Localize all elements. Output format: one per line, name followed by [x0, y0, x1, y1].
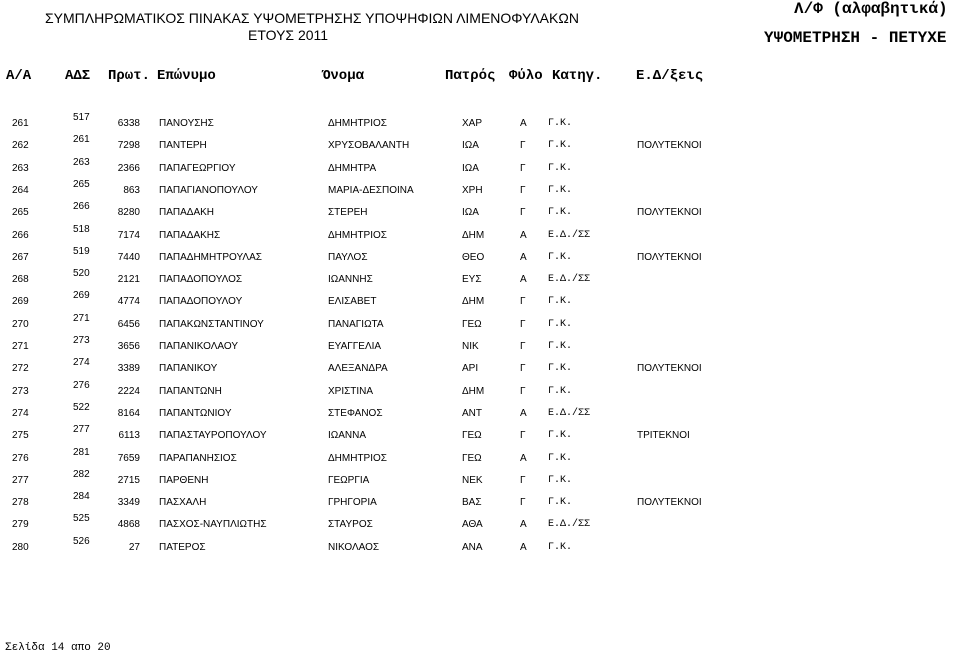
- cell-gender: Α: [520, 251, 527, 263]
- cell-name: ΕΥΑΓΓΕΛΙΑ: [328, 341, 382, 352]
- cell-ads: 263: [73, 156, 90, 168]
- cell-prot: 863: [123, 184, 140, 196]
- cell-surname: ΠΑΡΑΠΑΝΗΣΙΟΣ: [159, 452, 237, 464]
- cell-aa: 263: [12, 162, 29, 174]
- cell-gender: Γ: [520, 363, 526, 375]
- cell-ads: 517: [73, 112, 90, 123]
- cell-category: Γ.Κ.: [548, 296, 573, 308]
- cell-name: ΜΑΡΙΑ-ΔΕΣΠΟΙΝΑ: [328, 184, 414, 196]
- cell-ads: 284: [73, 491, 90, 503]
- cell-name: ΣΤΑΥΡΟΣ: [328, 519, 373, 531]
- cell-ed: ΠΟΛΥΤΕΚΝΟΙ: [637, 140, 702, 152]
- cell-prot: 4774: [117, 296, 140, 308]
- cell-surname: ΠΑΝΟΥΣΗΣ: [159, 118, 214, 129]
- table-row: [0, 224, 960, 246]
- cell-ads: 522: [73, 401, 90, 413]
- col-header-category: Κατηγ.: [552, 68, 603, 84]
- cell-name: ΕΛΙΣΑΒΕΤ: [328, 296, 377, 308]
- cell-prot: 3656: [117, 341, 140, 352]
- cell-category: Γ.Κ.: [548, 184, 573, 196]
- cell-prot: 2715: [117, 474, 140, 486]
- cell-ads: 273: [73, 335, 90, 346]
- col-header-father: Πατρός: [445, 68, 496, 84]
- cell-category: Ε.Δ./ΣΣ: [548, 274, 591, 286]
- cell-father: ΔΗΜ: [462, 296, 485, 308]
- cell-ed: ΠΟΛΥΤΕΚΝΟΙ: [637, 363, 702, 375]
- cell-category: Γ.Κ.: [548, 162, 573, 174]
- cell-surname: ΠΑΠΑΝΤΩΝΗ: [159, 385, 222, 397]
- cell-prot: 7659: [117, 452, 140, 464]
- cell-aa: 279: [12, 519, 29, 531]
- cell-category: Γ.Κ.: [548, 118, 573, 129]
- cell-father: ΙΩΑ: [462, 140, 479, 152]
- cell-father: ΑΝΤ: [462, 407, 482, 419]
- table-row: [0, 134, 960, 156]
- table-row: [0, 335, 960, 357]
- cell-father: ΑΘΑ: [462, 519, 483, 531]
- cell-name: ΠΑΥΛΟΣ: [328, 251, 368, 263]
- cell-father: ΘΕΟ: [462, 251, 485, 263]
- cell-ads: 261: [73, 134, 90, 146]
- cell-ads: 277: [73, 424, 90, 436]
- cell-ed: ΠΟΛΥΤΕΚΝΟΙ: [637, 251, 702, 263]
- cell-ads: 520: [73, 268, 90, 280]
- cell-aa: 264: [12, 184, 29, 196]
- cell-gender: Α: [520, 118, 527, 129]
- cell-category: Γ.Κ.: [548, 318, 573, 330]
- cell-aa: 266: [12, 229, 29, 241]
- document-year: ΕΤΟΥΣ 2011: [248, 27, 329, 43]
- table-row: [0, 157, 960, 179]
- cell-name: ΠΑΝΑΓΙΩΤΑ: [328, 318, 384, 330]
- table-row: [0, 179, 960, 201]
- cell-father: ΓΕΩ: [462, 452, 482, 464]
- table-row: [0, 513, 960, 535]
- cell-prot: 8164: [117, 407, 140, 419]
- cell-name: ΧΡΥΣΟΒΑΛΑΝΤΗ: [328, 140, 410, 152]
- cell-prot: 7174: [117, 229, 140, 241]
- cell-surname: ΠΑΠΑΝΙΚΟΛΑΟΥ: [159, 341, 239, 352]
- cell-category: Γ.Κ.: [548, 385, 573, 397]
- cell-father: ΒΑΣ: [462, 497, 482, 509]
- cell-ed: ΠΟΛΥΤΕΚΝΟΙ: [637, 207, 702, 219]
- cell-surname: ΠΑΠΑΝΤΩΝΙΟΥ: [159, 407, 232, 419]
- cell-name: ΣΤΕΦΑΝΟΣ: [328, 407, 383, 419]
- cell-category: Γ.Κ.: [548, 497, 573, 509]
- table-row: [0, 536, 960, 558]
- cell-gender: Γ: [520, 474, 526, 486]
- cell-surname: ΠΑΠΑΣΤΑΥΡΟΠΟΥΛΟΥ: [159, 430, 267, 442]
- table-row: [0, 246, 960, 268]
- sort-order-label: Λ/Φ (αλφαβητικά): [794, 0, 948, 18]
- cell-prot: 8280: [117, 207, 140, 219]
- cell-name: ΔΗΜΗΤΡΙΟΣ: [328, 229, 387, 241]
- cell-aa: 268: [12, 274, 29, 286]
- cell-gender: Γ: [520, 385, 526, 397]
- cell-category: Γ.Κ.: [548, 474, 573, 486]
- cell-gender: Α: [520, 452, 527, 464]
- cell-category: Ε.Δ./ΣΣ: [548, 229, 591, 241]
- cell-category: Ε.Δ./ΣΣ: [548, 519, 591, 531]
- cell-gender: Α: [520, 541, 527, 553]
- cell-name: ΧΡΙΣΤΙΝΑ: [328, 385, 374, 397]
- table-row: [0, 201, 960, 223]
- cell-name: ΙΩΑΝΝΗΣ: [328, 274, 373, 286]
- cell-surname: ΠΑΠΑΓΕΩΡΓΙΟΥ: [159, 162, 236, 174]
- cell-prot: 6456: [117, 318, 140, 330]
- cell-ads: 274: [73, 357, 90, 369]
- cell-surname: ΠΑΡΘΕΝΗ: [159, 474, 209, 486]
- cell-name: ΔΗΜΗΤΡΙΟΣ: [328, 118, 387, 129]
- table-row: [0, 447, 960, 469]
- cell-father: ΙΩΑ: [462, 162, 479, 174]
- cell-gender: Α: [520, 519, 527, 531]
- cell-ads: 271: [73, 312, 90, 324]
- cell-name: ΑΛΕΞΑΝΔΡΑ: [328, 363, 388, 375]
- cell-ed: ΤΡΙΤΕΚΝΟΙ: [637, 430, 690, 442]
- cell-surname: ΠΑΠΑΓΙΑΝΟΠΟΥΛΟΥ: [159, 184, 258, 196]
- table-row: [0, 402, 960, 424]
- cell-ed: ΠΟΛΥΤΕΚΝΟΙ: [637, 497, 702, 509]
- cell-prot: 6113: [118, 430, 140, 442]
- cell-ads: 269: [73, 290, 90, 302]
- cell-father: ΔΗΜ: [462, 229, 485, 241]
- cell-category: Γ.Κ.: [548, 541, 573, 553]
- col-header-gender: Φύλο: [509, 68, 543, 84]
- cell-gender: Γ: [520, 140, 526, 152]
- cell-father: ΓΕΩ: [462, 430, 482, 442]
- cell-prot: 6338: [117, 118, 140, 129]
- page-footer: Σελίδα 14 απο 20: [5, 642, 111, 654]
- cell-surname: ΠΑΠΑΔΑΚΗΣ: [159, 229, 221, 241]
- cell-surname: ΠΑΠΑΔΟΠΟΥΛΟΣ: [159, 274, 243, 286]
- table-row: [0, 112, 960, 134]
- table-row: [0, 290, 960, 312]
- cell-aa: 273: [12, 385, 29, 397]
- cell-gender: Γ: [520, 162, 526, 174]
- cell-gender: Γ: [520, 497, 526, 509]
- cell-father: ΓΕΩ: [462, 318, 482, 330]
- cell-surname: ΠΑΠΑΚΩΝΣΤΑΝΤΙΝΟΥ: [159, 318, 264, 330]
- cell-father: ΕΥΣ: [462, 274, 482, 286]
- cell-aa: 274: [12, 407, 29, 419]
- cell-aa: 278: [12, 497, 29, 509]
- cell-father: ΙΩΑ: [462, 207, 479, 219]
- cell-name: ΓΕΩΡΓΙΑ: [328, 474, 370, 486]
- cell-aa: 270: [12, 318, 29, 330]
- col-header-surname: Επώνυμο: [157, 68, 216, 84]
- cell-aa: 276: [12, 452, 29, 464]
- cell-surname: ΠΑΝΤΕΡΗ: [159, 140, 207, 152]
- cell-prot: 2366: [117, 162, 140, 174]
- cell-father: ΔΗΜ: [462, 385, 485, 397]
- cell-category: Γ.Κ.: [548, 363, 573, 375]
- cell-prot: 7440: [117, 251, 140, 263]
- cell-gender: Α: [520, 229, 527, 241]
- cell-gender: Α: [520, 274, 527, 286]
- cell-gender: Γ: [520, 184, 526, 196]
- cell-category: Γ.Κ.: [548, 207, 573, 219]
- table-row: [0, 357, 960, 379]
- cell-prot: 3389: [117, 363, 140, 375]
- cell-name: ΝΙΚΟΛΑΟΣ: [328, 541, 380, 553]
- col-header-ads: ΑΔΣ: [65, 68, 91, 84]
- exam-label: ΥΨΟΜΕΤΡΗΣΗ - ΠΕΤΥΧΕ: [764, 29, 947, 47]
- cell-name: ΔΗΜΗΤΡΑ: [328, 162, 377, 174]
- cell-name: ΣΤΕΡΕΗ: [328, 207, 368, 219]
- cell-surname: ΠΑΠΑΔΑΚΗ: [159, 207, 215, 219]
- table-row: [0, 313, 960, 335]
- cell-prot: 27: [128, 541, 140, 553]
- cell-father: ΧΑΡ: [462, 118, 483, 129]
- cell-category: Γ.Κ.: [548, 341, 573, 352]
- cell-aa: 267: [12, 251, 29, 263]
- cell-gender: Γ: [520, 296, 526, 308]
- document-title: ΣΥΜΠΛΗΡΩΜΑΤΙΚΟΣ ΠΙΝΑΚΑΣ ΥΨΟΜΕΤΡΗΣΗΣ ΥΠΟΨΗΦΙΩΝ ΛΙΜΕΝΟΦΥΛΑΚΩΝ: [45, 10, 579, 26]
- cell-aa: 269: [12, 296, 29, 308]
- col-header-prot: Πρωτ.: [108, 68, 151, 84]
- cell-category: Γ.Κ.: [548, 251, 573, 263]
- cell-father: ΝΙΚ: [462, 341, 479, 352]
- cell-ads: 525: [73, 513, 90, 525]
- cell-category: Γ.Κ.: [548, 430, 573, 442]
- cell-gender: Γ: [520, 341, 526, 352]
- col-header-ed: Ε.Δ/ξεις: [636, 68, 704, 84]
- cell-aa: 275: [12, 430, 29, 442]
- cell-gender: Γ: [520, 318, 526, 330]
- cell-ads: 526: [73, 535, 90, 547]
- cell-ads: 519: [73, 245, 90, 257]
- cell-prot: 7298: [117, 140, 140, 152]
- cell-ads: 276: [73, 379, 90, 391]
- cell-name: ΙΩΑΝΝΑ: [328, 430, 367, 442]
- cell-ads: 265: [73, 178, 90, 190]
- cell-aa: 277: [12, 474, 29, 486]
- cell-category: Ε.Δ./ΣΣ: [548, 407, 591, 419]
- cell-name: ΔΗΜΗΤΡΙΟΣ: [328, 452, 387, 464]
- cell-surname: ΠΑΣΧΟΣ-ΝΑΥΠΛΙΩΤΗΣ: [159, 519, 267, 531]
- cell-ads: 282: [73, 468, 90, 480]
- cell-ads: 281: [73, 446, 90, 458]
- cell-aa: 271: [12, 341, 29, 352]
- cell-surname: ΠΑΠΑΔΟΠΟΥΛΟΥ: [159, 296, 243, 308]
- table-row: [0, 491, 960, 513]
- cell-gender: Γ: [520, 207, 526, 219]
- cell-gender: Γ: [520, 430, 526, 442]
- cell-surname: ΠΑΠΑΝΙΚΟΥ: [159, 363, 218, 375]
- table-row: [0, 469, 960, 491]
- table-row: [0, 268, 960, 290]
- cell-surname: ΠΑΣΧΑΛΗ: [159, 497, 207, 509]
- cell-aa: 280: [12, 541, 29, 553]
- cell-ads: 266: [73, 201, 90, 213]
- cell-aa: 262: [12, 140, 29, 152]
- cell-surname: ΠΑΠΑΔΗΜΗΤΡΟΥΛΑΣ: [159, 251, 262, 263]
- col-header-aa: Α/Α: [6, 68, 32, 84]
- cell-surname: ΠΑΤΕΡΟΣ: [159, 541, 206, 553]
- cell-prot: 3349: [117, 497, 140, 509]
- cell-father: ΑΡΙ: [462, 363, 479, 375]
- cell-father: ΧΡΗ: [462, 184, 483, 196]
- cell-category: Γ.Κ.: [548, 452, 573, 464]
- cell-prot: 2121: [117, 274, 140, 286]
- cell-prot: 2224: [117, 385, 140, 397]
- cell-name: ΓΡΗΓΟΡΙΑ: [328, 497, 377, 509]
- cell-gender: Α: [520, 407, 527, 419]
- cell-aa: 261: [12, 118, 29, 129]
- cell-category: Γ.Κ.: [548, 140, 573, 152]
- cell-prot: 4868: [117, 519, 140, 531]
- cell-aa: 265: [12, 207, 29, 219]
- cell-father: ΑΝΑ: [462, 541, 483, 553]
- cell-aa: 272: [12, 363, 29, 375]
- table-row: [0, 380, 960, 402]
- cell-father: ΝΕΚ: [462, 474, 483, 486]
- cell-ads: 518: [73, 223, 90, 235]
- col-header-name: Όνομα: [322, 68, 365, 84]
- table-row: [0, 424, 960, 446]
